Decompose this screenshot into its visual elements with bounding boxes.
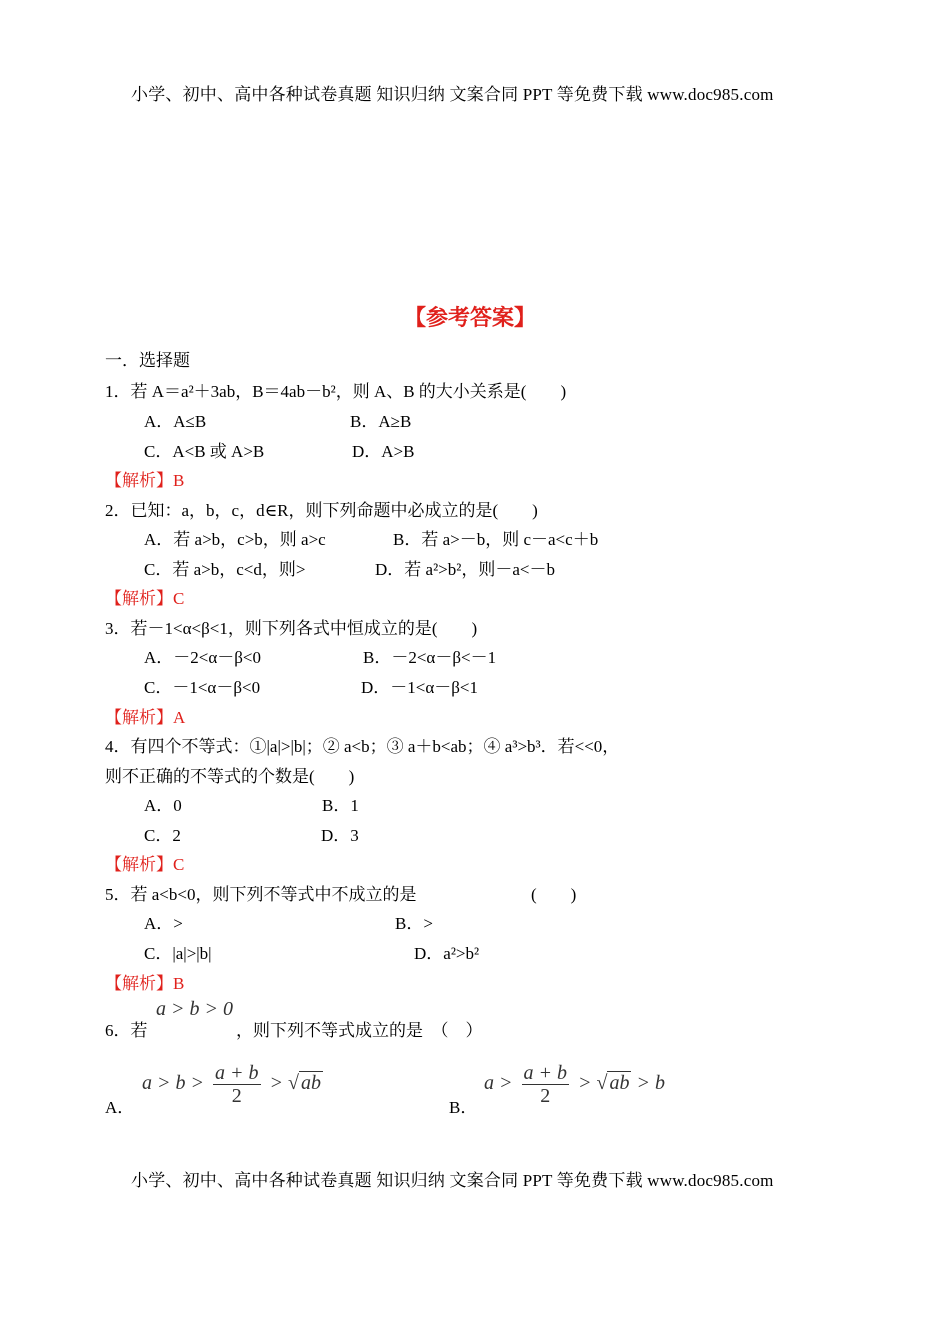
question-5-paren: ( ) bbox=[531, 885, 577, 904]
question-3-option-d: D．－1<α－β<1 bbox=[361, 678, 479, 697]
formula-tail: > b bbox=[636, 1072, 665, 1095]
question-1-option-c: C．A<B 或 A>B bbox=[144, 442, 265, 461]
question-2-option-b: B．若 a>－b，则 c－a<c＋b bbox=[393, 530, 599, 549]
question-1-answer: 【解析】B bbox=[105, 471, 185, 490]
fraction-denominator: 2 bbox=[231, 1085, 242, 1107]
question-4-stem-cont: 则不正确的不等式的个数是( ) bbox=[105, 767, 355, 786]
question-4-answer: 【解析】C bbox=[105, 855, 185, 874]
page-title: 【参考答案】 bbox=[404, 306, 537, 331]
question-3-answer: 【解析】A bbox=[105, 708, 186, 727]
question-4-stem: 4．有四个不等式：①|a|>|b|；② a<b；③ a＋b<ab；④ a³>b³．若<<0， bbox=[105, 737, 620, 756]
question-5-option-b: B．> bbox=[395, 914, 433, 933]
question-4-option-a: A．0 bbox=[144, 796, 182, 815]
question-3-option-b: B．－2<α－β<－1 bbox=[363, 648, 497, 667]
question-5-answer: 【解析】B bbox=[105, 974, 185, 993]
question-4-option-b: B．1 bbox=[322, 796, 359, 815]
question-2-option-d: D．若 a²>b²，则－a<－b bbox=[375, 560, 555, 579]
radicand: ab bbox=[609, 1072, 630, 1095]
question-2-answer: 【解析】C bbox=[105, 589, 185, 608]
question-2-stem: 2．已知：a，b，c，d∈R，则下列命题中必成立的是( ) bbox=[105, 501, 538, 520]
fraction bbox=[522, 1062, 570, 1107]
sqrt-sign-icon: √ bbox=[596, 1072, 608, 1095]
question-5-option-d: D．a²>b² bbox=[414, 944, 480, 963]
question-3-option-a: A．－2<α－β<0 bbox=[144, 648, 262, 667]
page-header: 小学、初中、高中各种试卷真题 知识归纳 文案合同 PPT 等免费下载 www.doc985.com bbox=[131, 85, 774, 104]
question-6-option-b-formula bbox=[484, 1062, 665, 1107]
question-1-option-d: D．A>B bbox=[352, 442, 415, 461]
question-2-option-a: A．若 a>b，c>b，则 a>c bbox=[144, 530, 326, 549]
question-3-option-c: C．－1<α－β<0 bbox=[144, 678, 261, 697]
sqrt-sign-icon: √ bbox=[288, 1072, 299, 1095]
formula-mid: > bbox=[578, 1072, 592, 1095]
question-1-option-a: A．A≤B bbox=[144, 412, 207, 431]
question-4-option-d: D．3 bbox=[321, 826, 359, 845]
section-heading: 一．选择题 bbox=[105, 351, 190, 371]
radicand: ab bbox=[300, 1072, 321, 1095]
fraction-denominator: 2 bbox=[540, 1085, 551, 1107]
page-footer: 小学、初中、高中各种试卷真题 知识归纳 文案合同 PPT 等免费下载 www.doc985.com bbox=[131, 1171, 774, 1190]
question-6-option-b-label: B． bbox=[449, 1098, 478, 1117]
question-6-option-a-formula bbox=[142, 1062, 323, 1107]
fraction-numerator: a + b bbox=[215, 1062, 259, 1084]
fraction-numerator: a + b bbox=[523, 1062, 567, 1084]
question-3-stem: 3．若－1<α<β<1，则下列各式中恒成立的是( ) bbox=[105, 619, 478, 638]
question-4-option-c: C．2 bbox=[144, 826, 181, 845]
formula-lead: a > b > bbox=[142, 1072, 204, 1095]
question-6-condition: a > b > 0 bbox=[156, 998, 233, 1020]
formula-tail: > bbox=[269, 1072, 283, 1095]
question-6-suffix: ，则下列不等式成立的是 （ ） bbox=[236, 1021, 483, 1040]
question-5-stem: 5．若 a<b<0，则下列不等式中不成立的是 bbox=[105, 885, 417, 904]
formula-lead: a > bbox=[484, 1072, 513, 1095]
question-1-option-b: B．A≥B bbox=[350, 412, 412, 431]
question-6-prefix: 6．若 bbox=[105, 1021, 148, 1040]
question-2-option-c: C．若 a>b，c<d，则> bbox=[144, 560, 306, 579]
question-5-option-c: C．|a|>|b| bbox=[144, 944, 212, 963]
question-1-stem: 1．若 A＝a²＋3ab，B＝4ab－b²，则 A、B 的大小关系是( ) bbox=[105, 382, 567, 401]
fraction bbox=[213, 1062, 261, 1107]
question-5-option-a: A．> bbox=[144, 914, 183, 933]
question-6-option-a-label: A． bbox=[105, 1098, 135, 1117]
